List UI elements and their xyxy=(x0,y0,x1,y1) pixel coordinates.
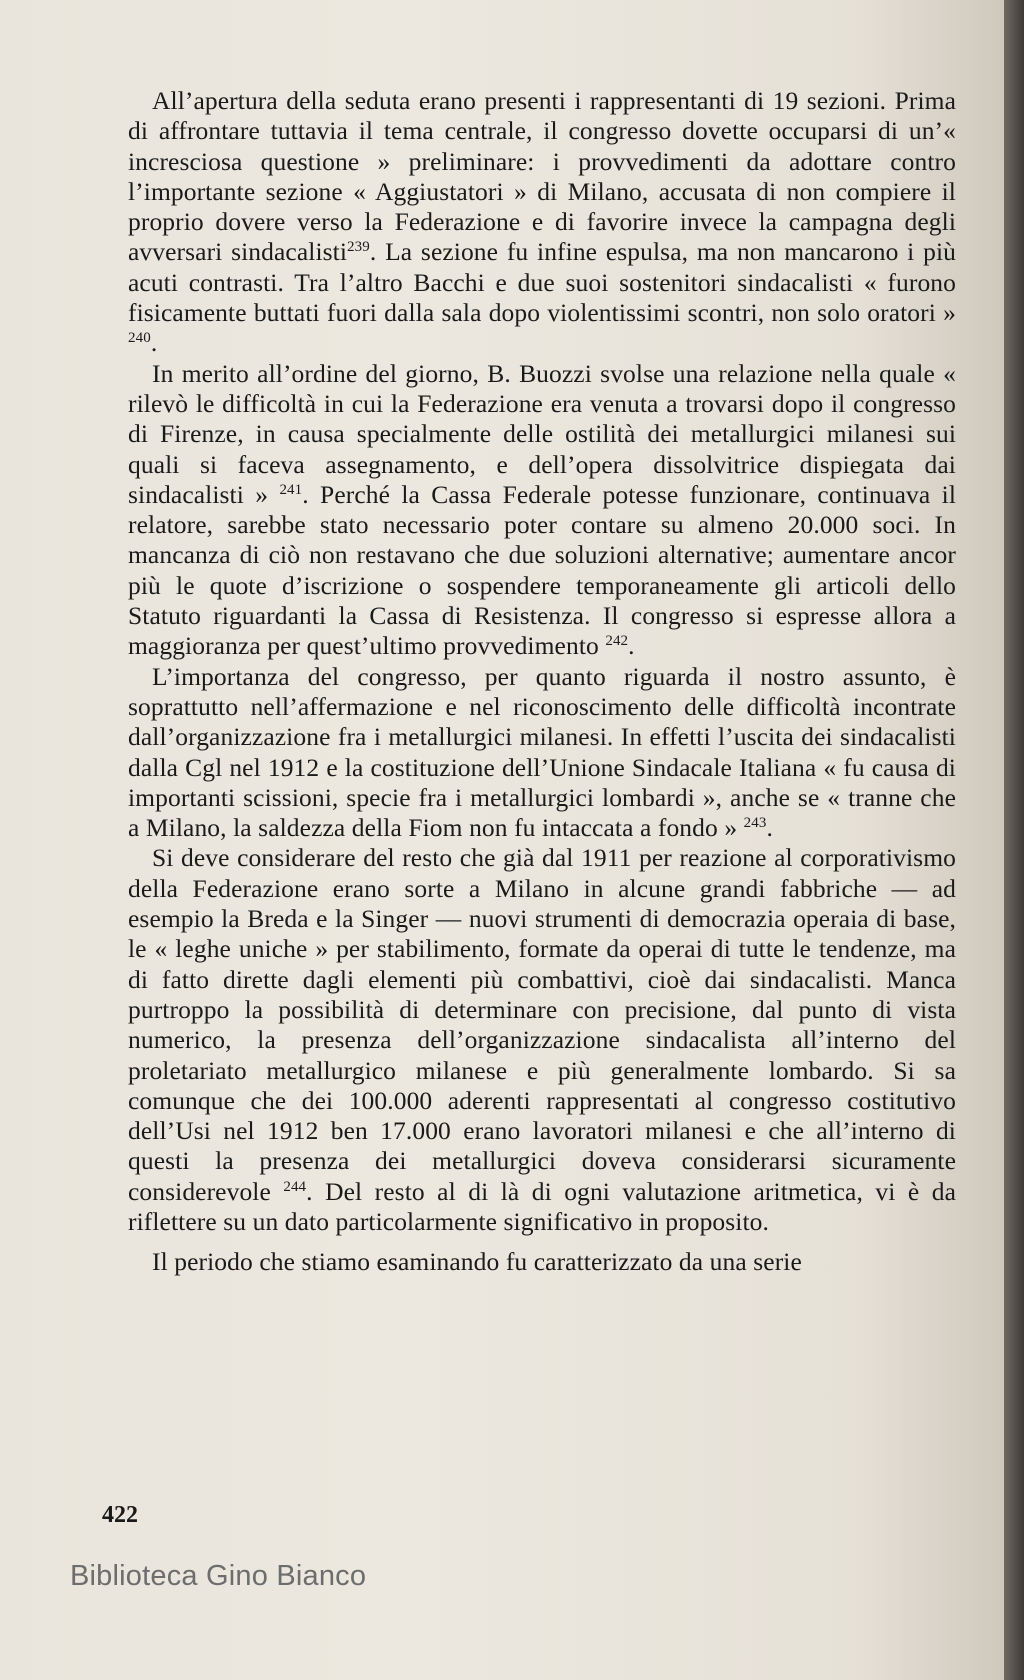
text-segment: . Del resto al di là di ogni valutazione aritmetica, vi è da riflettere su un dato particolarmente significativo in proposito. xyxy=(128,1176,956,1236)
footnote-ref-243: 243 xyxy=(743,815,767,832)
footnote-ref-240: 240 xyxy=(128,330,151,347)
text-segment: All’apertura della seduta erano presenti i rappresentanti di 19 sezioni. Prima di affrontare tuttavia il tema centrale, il congresso dovette occuparsi di un’« incresciosa questione » preliminare: i provvedimenti da adottare contro l’importante sezione « Aggiustatori » di Milano, accusata di non compiere il proprio dovere verso la Federazione e di favorire invece la campagna degli avversari sindacalisti xyxy=(128,86,956,267)
footnote-ref-242: 242 xyxy=(605,633,629,650)
footnote-ref-241: 241 xyxy=(279,481,303,498)
text-segment: . La sezione fu infine espulsa, ma non mancarono i più acuti contrasti. Tra l’altro Bacchi e due suoi sostenitori sindacalisti « furono fisicamente buttati fuori dalla sala dopo violentissimi scontri, non solo oratori » xyxy=(128,237,956,328)
body-text xyxy=(128,86,956,1278)
text-segment: In merito all’ordine del giorno, B. Buozzi svolse una relazione nella quale « rilevò le difficoltà in cui la Federazione era venuta a trovarsi dopo il congresso di Firenze, in causa specialmente delle ostilità dei metallurgici milanesi sui quali si faceva assegnamento, e dell’opera dissolvitrice dispiegata dai sindacalisti » xyxy=(128,358,956,509)
page-edge-shadow xyxy=(1004,0,1024,1680)
paragraph-2 xyxy=(128,359,956,662)
text-segment: . Perché la Cassa Federale potesse funzionare, continuava il relatore, sarebbe stato necessario poter contare su almeno 20.000 soci. In mancanza di ciò non restavano che due soluzioni alternative; aumentare ancor più le quote d’iscrizione o sospendere temporaneamente gli articoli dello Statuto riguardanti la Cassa di Resistenza. Il congresso si espresse allora a maggioranza per quest’ultimo provvedimento xyxy=(128,479,956,661)
footnote-ref-239: 239 xyxy=(347,239,370,256)
paragraph-4 xyxy=(128,843,956,1237)
text-segment: . xyxy=(766,813,773,843)
text-segment: . xyxy=(150,328,158,358)
footnote-ref-244: 244 xyxy=(283,1178,307,1195)
library-watermark: Biblioteca Gino Bianco xyxy=(70,1560,367,1592)
text-segment: L’importanza del congresso, per quanto riguarda il nostro assunto, è soprattutto nell’affermazione e nel riconoscimento delle difficoltà incontrate dall’organizzazione fra i metallurgici milanesi. In effetti l’uscita dei sindacalisti dalla Cgl nel 1912 e la costituzione dell’Unione Sindacale Italiana « fu causa di importanti scissioni, specie fra i metallurgici lombardi », anche se « tranne che a Milano, la saldezza della Fiom non fu intaccata a fondo » xyxy=(128,661,956,843)
paragraph-5 xyxy=(128,1247,956,1277)
text-segment: Il periodo che stiamo esaminando fu caratterizzato da una serie xyxy=(152,1247,802,1277)
paragraph-3 xyxy=(128,662,956,844)
paragraph-1 xyxy=(128,86,956,359)
page-number: 422 xyxy=(102,1502,138,1528)
text-segment: Si deve considerare del resto che già dal 1911 per reazione al corporativismo della Federazione erano sorte a Milano in alcune grandi fabbriche — ad esempio la Breda e la Singer — nuovi strumenti di democrazia operaia di base, le « leghe uniche » per stabilimento, formate da operai di tutte le tendenze, ma di fatto dirette dagli elementi più combattivi, cioè dai sindacalisti. Manca purtroppo la possibilità di determinare con precisione, dal punto di vista numerico, la presenza dell’organizzazione sindacalista all’interno del proletariato metallurgico milanese e più generalmente lombardo. Si sa comunque che dei 100.000 aderenti rappresentati al congresso costitutivo dell’Usi nel 1912 ben 17.000 erano lavoratori milanesi e che all’interno di questi la presenza dei metallurgici doveva considerarsi sicuramente considerevole xyxy=(128,843,956,1206)
text-segment: . xyxy=(628,631,635,661)
